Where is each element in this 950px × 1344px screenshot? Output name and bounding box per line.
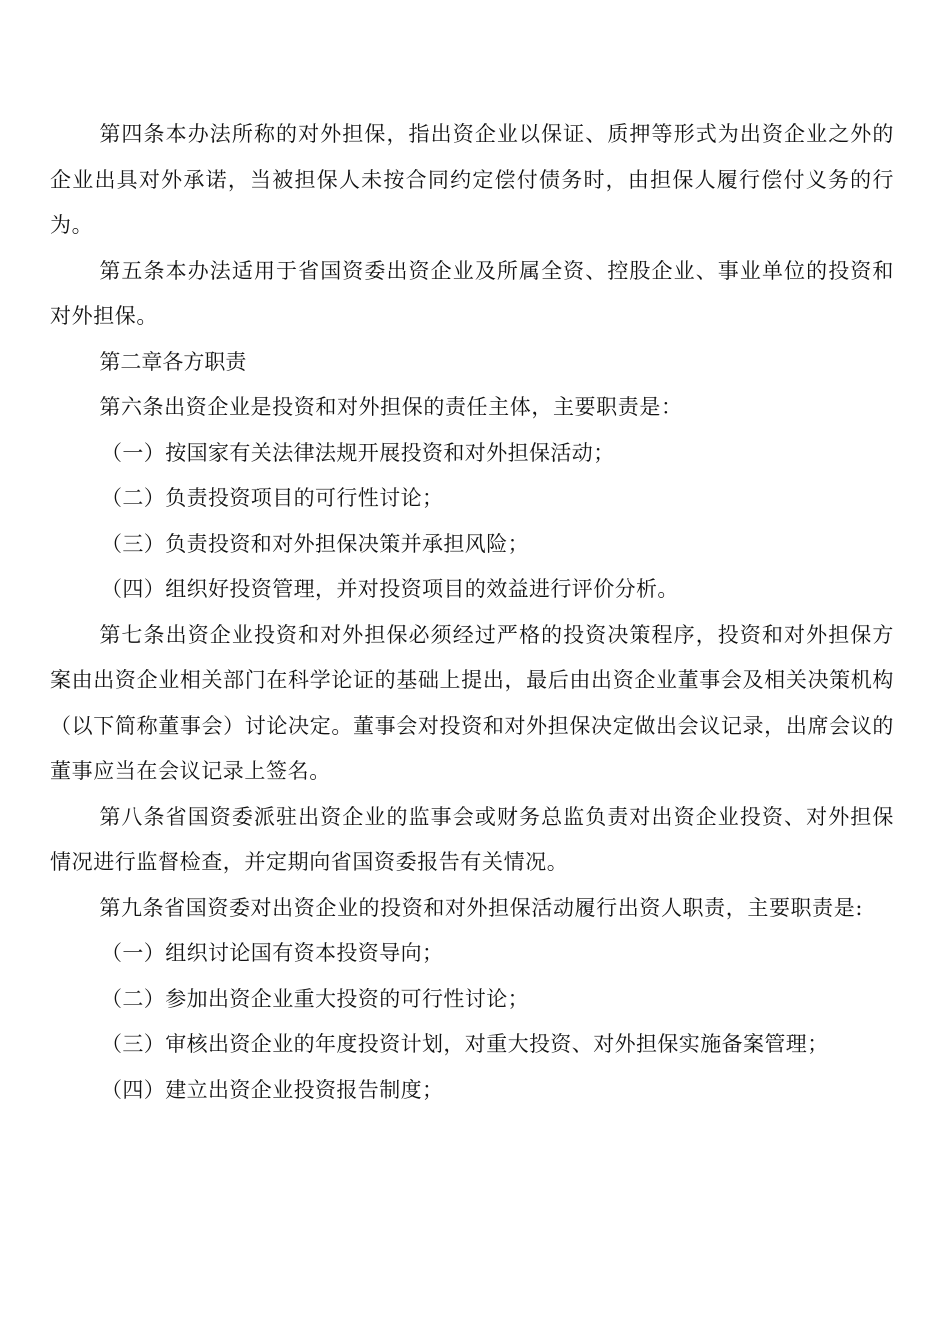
- chapter-2-heading: 第二章各方职责: [99, 349, 247, 374]
- article-9-item: （二）参加出资企业重大投资的可行性讨论；: [101, 986, 529, 1011]
- article-4-paragraph: 第四条本办法所称的对外担保，指出资企业以保证、质押等形式为出资企业之外的企业出具对外承诺，当被担保人未按合同约定偿付债务时，由担保人履行偿付义务的行为。: [50, 122, 894, 237]
- article-6-paragraph: 第六条出资企业是投资和对外担保的责任主体，主要职责是：: [99, 395, 683, 419]
- article-5-paragraph: 第五条本办法适用于省国资委出资企业及所属全资、控股企业、事业单位的投资和对外担保。: [50, 258, 894, 328]
- document-body: [50, 112, 894, 1113]
- article-6-item: （四）组织好投资管理，并对投资项目的效益进行评价分析。: [101, 577, 679, 601]
- article-9-paragraph: 第九条省国资委对出资企业的投资和对外担保活动履行出资人职责，主要职责是:: [99, 895, 864, 920]
- article-6-item: （二）负责投资项目的可行性讨论；: [101, 486, 444, 510]
- article-9-item: （三）审核出资企业的年度投资计划，对重大投资、对外担保实施备案管理；: [101, 1032, 829, 1056]
- article-8-paragraph: 第八条省国资委派驻出资企业的监事会或财务总监负责对出资企业投资、对外担保情况进行监督检查，并定期向省国资委报告有关情况。: [50, 804, 894, 874]
- article-7-paragraph: 第七条出资企业投资和对外担保必须经过严格的投资决策程序，投资和对外担保方案由出资企业相关部门在科学论证的基础上提出，最后由出资企业董事会及相关决策机构（以下简称董事会）讨论决定。董事会对投资和对外担保决定做出会议记录，出席会议的董事应当在会议记录上签名。: [50, 622, 894, 783]
- article-9-item: （四）建立出资企业投资报告制度；: [101, 1077, 444, 1102]
- article-6-item: （三）负责投资和对外担保决策并承担风险；: [101, 531, 529, 556]
- article-6-item: （一）按国家有关法律法规开展投资和对外担保活动；: [101, 440, 615, 465]
- article-9-item: （一）组织讨论国有资本投资导向；: [101, 941, 444, 965]
